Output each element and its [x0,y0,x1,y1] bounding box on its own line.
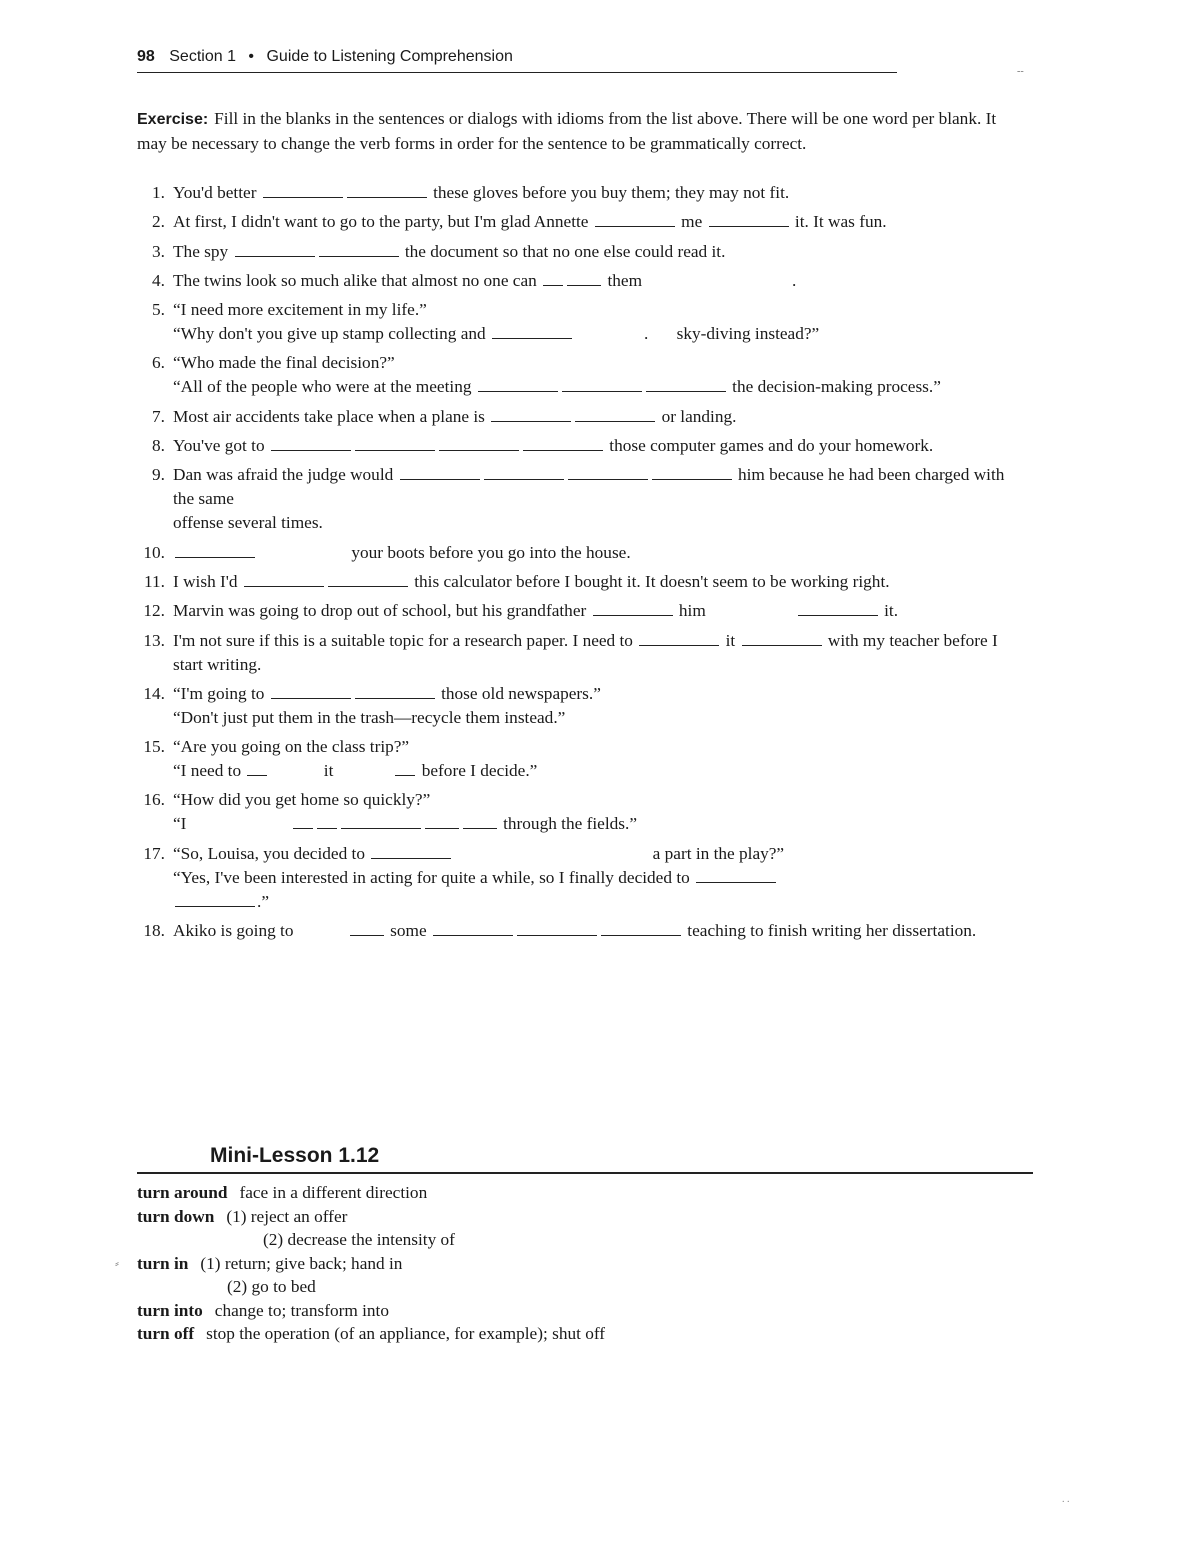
blank [175,894,255,907]
blank [395,763,415,776]
exercise-item-12: 12. Marvin was going to drop out of school, but his grandfather him it. [143,601,899,621]
blank [355,686,435,699]
blank [319,244,399,257]
exercise-item-16: 16. “How did you get home so quickly?” “I through the fields.” [143,790,637,834]
exercise-item-3: 3. The spy the document so that no one else could read it. [152,241,726,261]
exercise-item-13: 13. I'm not sure if this is a suitable topic for a research paper. I need to it with my teacher before I start writing. [143,630,998,674]
definition-turn-around: turn around face in a different direction [137,1183,428,1202]
exercise-item-18: 18. Akiko is going to some teaching to finish writing her dissertation. [143,921,977,941]
definition-turn-down-2: (2) decrease the intensity of [263,1230,455,1249]
blank [293,816,313,829]
blank [175,545,255,558]
instructions-text: Fill in the blanks in the sentences or dialogs with idioms from the list above. There will be one word per blank. It may be necessary to change the verb forms in order for the sentence to be grammatically correct. [137,109,997,153]
blank [492,326,572,339]
running-title: Guide to Listening Comprehension [266,48,513,65]
blank [317,816,337,829]
exercise-item-7: 7. Most air accidents take place when a plane is or landing. [152,406,737,426]
blank [271,686,351,699]
definition-turn-into: turn into change to; transform into [137,1300,389,1320]
exercise-list [137,181,1027,948]
blank [433,923,513,936]
exercise-item-8: 8. You've got to those computer games and do your homework. [152,436,934,456]
blank [575,409,655,422]
exercise-item-11: 11. I wish I'd this calculator before I bought it. It doesn't seem to be working right. [144,571,890,591]
blank [484,467,564,480]
blank [709,214,789,227]
blank [595,214,675,227]
section-label: Section 1 [169,48,236,65]
exercise-item-5: 5. “I need more excitement in my life.” “Why don't you give up stamp collecting and . sky-diving instead?” [152,300,820,344]
blank [355,438,435,451]
margin-tick: -- [1017,66,1024,77]
definition-turn-off: turn off stop the operation (of an appliance, for example); shut off [137,1324,606,1343]
exercise-label: Exercise: [137,111,209,128]
blank [491,409,571,422]
exercise-instructions [137,107,1022,156]
blank [235,244,315,257]
blank [562,379,642,392]
exercise-item-14: 14. “I'm going to those old newspapers.” “Don't just put them in the trash—recycle them instead.” [143,683,601,727]
definition-turn-in: ⸗ turn in (1) return; give back; hand in [137,1252,605,1276]
blank [425,816,459,829]
blank [523,438,603,451]
definition-turn-in-2: (2) go to bed [227,1277,316,1296]
blank [263,185,343,198]
exercise-item-15: 15. “Are you going on the class trip?” “I need to it before I decide.” [143,737,538,781]
blank [517,923,597,936]
mini-lesson-header [137,1140,1033,1174]
idiom-definitions [115,1181,606,1346]
blank [463,816,497,829]
blank [271,438,351,451]
blank [593,603,673,616]
blank [328,574,408,587]
exercise-item-2: 2. At first, I didn't want to go to the party, but I'm glad Annette me it. It was fun. [152,212,887,232]
page-number: 98 [137,48,155,65]
margin-mark: ⸗ [115,1255,119,1270]
blank [247,763,267,776]
blank [478,379,558,392]
blank [350,923,384,936]
bullet-separator: • [248,48,255,65]
blank [601,923,681,936]
blank [543,273,563,286]
blank [696,870,776,883]
blank [439,438,519,451]
exercise-item-9: 9. Dan was afraid the judge would him because he had been charged with the same offense several times. [152,465,1005,533]
blank [371,846,451,859]
mini-lesson-title: Mini-Lesson 1.12 [210,1144,380,1167]
blank [341,816,421,829]
blank [646,379,726,392]
blank [400,467,480,480]
blank [652,467,732,480]
exercise-item-6: 6. “Who made the final decision?” “All of the people who were at the meeting the decision-making process.” [152,353,941,397]
blank [798,603,878,616]
corner-mark: . . [1062,1494,1070,1505]
blank [567,273,601,286]
exercise-item-4: 4. The twins look so much alike that almost no one can them . [152,270,797,290]
blank [244,574,324,587]
blank [568,467,648,480]
blank [742,633,822,646]
blank [639,633,719,646]
exercise-item-1: 1. You'd better these gloves before you buy them; they may not fit. [152,183,790,202]
definition-turn-down: turn down (1) reject an offer [137,1206,348,1226]
blank [347,185,427,198]
exercise-item-17: 17. “So, Louisa, you decided to a part in the play?” “Yes, I've been interested in acting for quite a while, so I finally decided to .” [143,843,785,911]
exercise-item-10: 10. your boots before you go into the house. [143,542,631,562]
page-header [137,48,897,73]
